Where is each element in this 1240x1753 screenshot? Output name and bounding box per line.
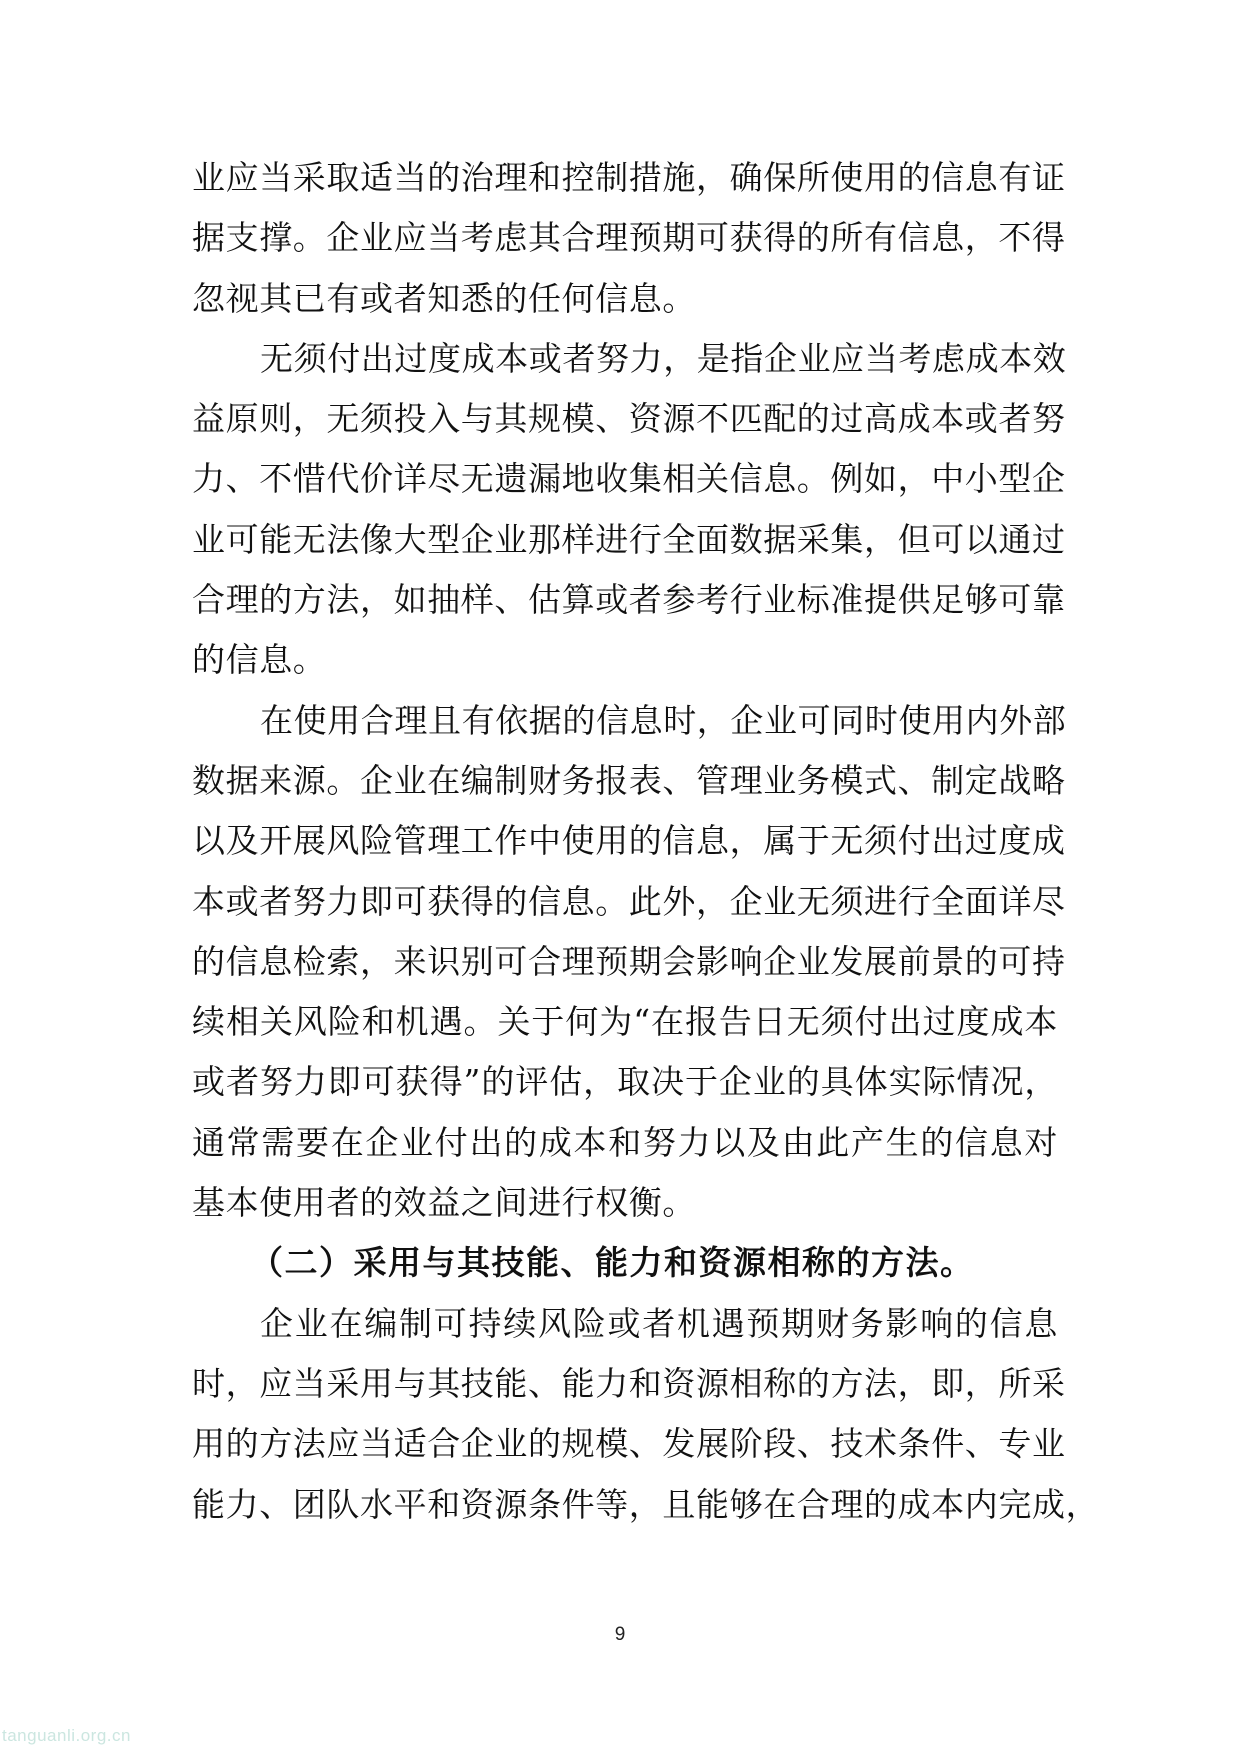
paragraph-2: [192, 329, 1067, 691]
text-line: 能力、团队水平和资源条件等，且能够在合理的成本内完成，: [192, 1484, 1100, 1524]
text-line: 益原则，无须投入与其规模、资源不匹配的过高成本或者努: [192, 399, 1066, 439]
text-line: 业可能无法像大型企业那样进行全面数据采集，但可以通过: [192, 519, 1066, 559]
text-line: 在使用合理且有依据的信息时，企业可同时使用内外部: [260, 700, 1067, 740]
text-line: 据支撑。企业应当考虑其合理预期可获得的所有信息，不得: [192, 218, 1066, 258]
page-number: 9: [614, 1624, 626, 1645]
text-line: 的信息。: [192, 640, 327, 680]
text-line: 忽视其已有或者知悉的任何信息。: [192, 278, 696, 318]
text-line: 续相关风险和机遇。关于何为“在报告日无须付出过度成本: [192, 1002, 1058, 1042]
text-line: 时，应当采用与其技能、能力和资源相称的方法，即，所采: [192, 1363, 1066, 1403]
document-body: [192, 148, 1100, 1535]
section-heading: （二）采用与其技能、能力和资源相称的方法。: [250, 1243, 975, 1283]
paragraph-1: [192, 148, 1066, 329]
section-paragraph: [192, 1294, 1100, 1535]
paragraph-3: [192, 691, 1067, 1234]
text-line: 力、不惜代价详尽无遗漏地收集相关信息。例如，中小型企: [192, 459, 1066, 499]
text-line: 或者努力即可获得”的评估，取决于企业的具体实际情况，: [192, 1062, 1058, 1102]
text-line: 企业在编制可持续风险或者机遇预期财务影响的信息: [260, 1303, 1058, 1343]
text-line: 通常需要在企业付出的成本和努力以及由此产生的信息对: [192, 1122, 1058, 1162]
text-line: 的信息检索，来识别可合理预期会影响企业发展前景的可持: [192, 941, 1066, 981]
text-line: 本或者努力即可获得的信息。此外，企业无须进行全面详尽: [192, 881, 1066, 921]
text-line: 合理的方法，如抽样、估算或者参考行业标准提供足够可靠: [192, 580, 1066, 620]
text-line: 以及开展风险管理工作中使用的信息，属于无须付出过度成: [192, 821, 1066, 861]
text-line: 业应当采取适当的治理和控制措施，确保所使用的信息有证: [192, 158, 1066, 197]
text-line: 用的方法应当适合企业的规模、发展阶段、技术条件、专业: [192, 1424, 1066, 1464]
text-line: 数据来源。企业在编制财务报表、管理业务模式、制定战略: [192, 760, 1066, 800]
text-line: 无须付出过度成本或者努力，是指企业应当考虑成本效: [260, 338, 1067, 378]
watermark-text: tanguanli.org.cn: [2, 1726, 131, 1745]
text-line: 基本使用者的效益之间进行权衡。: [192, 1183, 696, 1223]
